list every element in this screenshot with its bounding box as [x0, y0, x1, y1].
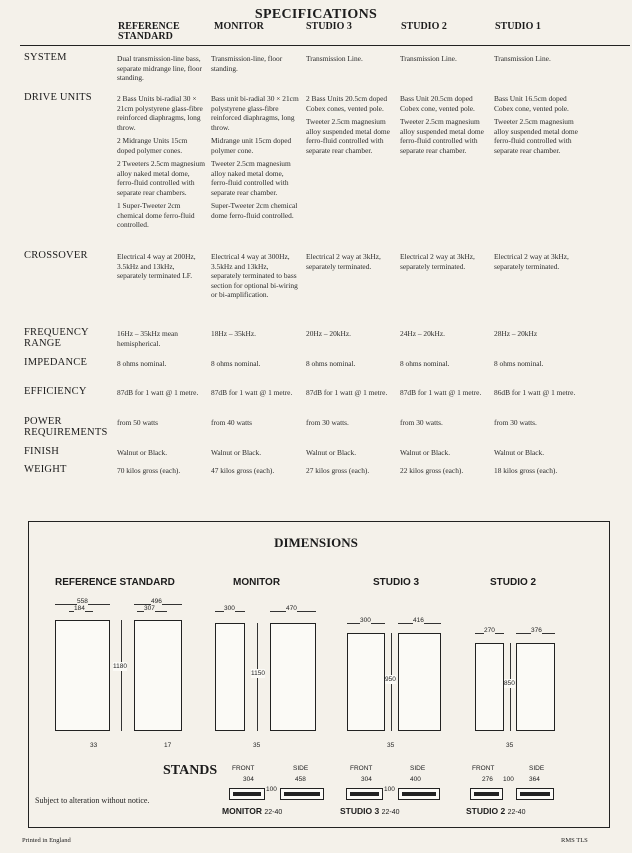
stand-studio3-model: STUDIO 3 — [340, 806, 380, 816]
ref-base-right: 17 — [164, 742, 172, 749]
spec-cell-text: Tweeter 2.5cm magnesium alloy naked metal dome, ferro-fluid controlled with separate rear chamber. — [211, 159, 291, 197]
spec-cell-text: 18 kilos gross (each). — [494, 466, 558, 475]
stand-monitor-label — [222, 806, 282, 816]
dimensions-title: DIMENSIONS — [274, 535, 358, 550]
stand-side-label: SIDE — [293, 765, 309, 772]
spec-cell-text: 8 ohms nominal. — [494, 359, 544, 368]
s2-side-width: 376 — [531, 627, 542, 634]
spec-cell — [494, 94, 582, 159]
s3-side-width: 416 — [413, 617, 424, 624]
stand-studio3-side-outline — [398, 788, 440, 800]
document-code: RMS TLS — [561, 837, 588, 844]
stand-monitor-side-outline — [280, 788, 324, 800]
ref-front-inner: 184 — [74, 605, 85, 612]
dim-model-reference: REFERENCE STANDARD — [55, 577, 175, 588]
s2-side-outline — [516, 643, 555, 731]
mon-side-outline — [270, 623, 316, 731]
ref-front-width: 558 — [77, 598, 88, 605]
s3-side-outline — [398, 633, 441, 731]
s3-base: 35 — [387, 742, 395, 749]
header-rule — [20, 45, 630, 46]
spec-cell — [306, 448, 394, 462]
mon-front-outline — [215, 623, 245, 731]
spec-cell — [400, 54, 488, 68]
ref-side-inner: 307 — [144, 605, 155, 612]
stand-studio2-front: 276 — [482, 776, 493, 783]
s2-front-width: 270 — [484, 627, 495, 634]
spec-cell — [400, 448, 488, 462]
column-header-reference: REFERENCE STANDARD — [118, 21, 180, 42]
spec-cell-text: 1 Super-Tweeter 2cm chemical dome ferro-fluid controlled. — [117, 201, 195, 229]
spec-cell-text: Electrical 2 way at 3kHz, separately terminated. — [494, 252, 569, 271]
dim-model-studio2: STUDIO 2 — [490, 577, 537, 588]
stand-studio2-range: 22-40 — [507, 809, 526, 816]
stand-studio3-label — [340, 806, 399, 816]
spec-cell-text: 28Hz – 20kHz — [494, 329, 538, 338]
ref-height: 1180 — [113, 663, 127, 670]
spec-cell-text: Walnut or Black. — [211, 448, 262, 457]
row-label: EFFICIENCY — [24, 386, 87, 397]
row-label: POWER REQUIREMENTS — [24, 416, 108, 438]
stand-studio2-gap: 100 — [503, 776, 514, 783]
spec-cell — [494, 448, 582, 462]
row-label: FREQUENCY RANGE — [24, 327, 89, 349]
spec-cell-text: Walnut or Black. — [306, 448, 357, 457]
spec-cell — [117, 418, 205, 432]
stand-studio3-front-outline — [346, 788, 383, 800]
spec-cell-text: 70 kilos gross (each). — [117, 466, 181, 475]
spec-cell-text: 87dB for 1 watt @ 1 metre. — [306, 388, 388, 397]
stand-studio3-side: 400 — [410, 776, 421, 783]
stand-studio2-side-outline — [516, 788, 554, 800]
spec-cell-text: Bass unit bi-radial 30 × 21cm polystyrene glass-fibre reinforced diaphragms, long throw. — [211, 94, 299, 132]
spec-cell — [494, 418, 582, 432]
spec-cell-text: from 30 watts. — [494, 418, 537, 427]
row-label: DRIVE UNITS — [24, 92, 92, 103]
ref-height-line — [121, 620, 122, 731]
spec-cell-text: 16Hz – 35kHz mean hemispherical. — [117, 329, 178, 348]
printed-in: Printed in England — [22, 837, 71, 844]
spec-cell-text: 8 ohms nominal. — [306, 359, 356, 368]
spec-cell-text: from 30 watts. — [306, 418, 349, 427]
spec-cell-text: 8 ohms nominal. — [211, 359, 261, 368]
spec-cell-text: 47 kilos gross (each). — [211, 466, 275, 475]
s2-front-outline — [475, 643, 504, 731]
spec-cell — [494, 54, 582, 68]
s2-height: 850 — [504, 680, 515, 687]
stand-studio2-model: STUDIO 2 — [466, 806, 506, 816]
spec-cell-text: Midrange unit 15cm doped polymer cone. — [211, 136, 292, 155]
spec-cell-text: Electrical 4 way at 300Hz, 3.5kHz and 13kHz, separately terminated to bass section for optional bi-wiring or bi-amplification. — [211, 252, 298, 299]
spec-cell — [494, 359, 582, 373]
spec-cell-text: Electrical 2 way at 3kHz, separately terminated. — [306, 252, 381, 271]
spec-cell — [400, 466, 488, 480]
stand-studio3-front: 304 — [361, 776, 372, 783]
spec-cell — [211, 448, 299, 462]
stand-front-label: FRONT — [350, 765, 373, 772]
spec-cell-text: 22 kilos gross (each). — [400, 466, 464, 475]
spec-cell — [400, 252, 488, 275]
spec-cell — [400, 359, 488, 373]
spec-cell — [400, 388, 488, 402]
spec-cell — [211, 329, 299, 343]
spec-cell — [306, 418, 394, 432]
stand-monitor-range: 22-40 — [264, 809, 283, 816]
spec-cell-text: 87dB for 1 watt @ 1 metre. — [117, 388, 199, 397]
spec-cell — [400, 94, 488, 159]
spec-cell — [117, 94, 205, 234]
stand-side-label: SIDE — [529, 765, 545, 772]
spec-cell — [117, 54, 205, 87]
s3-front-width: 300 — [360, 617, 371, 624]
spec-cell-text: Electrical 4 way at 200Hz, 3.5kHz and 13kHz, separately terminated LF. — [117, 252, 196, 280]
spec-cell-text: 87dB for 1 watt @ 1 metre. — [211, 388, 293, 397]
column-header-studio1: STUDIO 1 — [495, 21, 541, 32]
row-label: WEIGHT — [24, 464, 67, 475]
s3-height: 950 — [385, 676, 396, 683]
spec-cell-text: 8 ohms nominal. — [400, 359, 450, 368]
spec-cell — [117, 388, 205, 402]
spec-cell — [211, 54, 299, 77]
spec-cell-text: Walnut or Black. — [400, 448, 451, 457]
stand-side-label: SIDE — [410, 765, 426, 772]
spec-cell — [306, 388, 394, 402]
page-title: SPECIFICATIONS — [254, 7, 378, 22]
stand-studio2-front-outline — [470, 788, 503, 800]
column-header-monitor: MONITOR — [214, 21, 264, 32]
row-label: CROSSOVER — [24, 250, 88, 261]
spec-cell-text: from 50 watts — [117, 418, 159, 427]
spec-cell-text: 2 Midrange Units 15cm doped polymer cones. — [117, 136, 188, 155]
spec-cell-text: Tweeter 2.5cm magnesium alloy suspended metal dome ferro-fluid controlled with separate rear chamber. — [306, 117, 390, 155]
stand-studio2-label — [466, 806, 525, 816]
stand-monitor-front: 304 — [243, 776, 254, 783]
spec-cell-text: Dual transmission-line bass, separate midrange line, floor standing. — [117, 54, 202, 82]
column-header-studio2: STUDIO 2 — [401, 21, 447, 32]
spec-cell — [211, 466, 299, 480]
spec-cell — [306, 252, 394, 275]
spec-cell — [494, 252, 582, 275]
stand-monitor-side: 458 — [295, 776, 306, 783]
spec-cell — [211, 94, 299, 224]
stand-studio3-range: 22-40 — [381, 809, 400, 816]
stands-label: STANDS — [163, 763, 218, 778]
spec-cell-text: Walnut or Black. — [117, 448, 168, 457]
spec-cell-text: 8 ohms nominal. — [117, 359, 167, 368]
stand-monitor-front-outline — [229, 788, 265, 800]
spec-cell-text: Transmission Line. — [306, 54, 363, 63]
stand-monitor-model: MONITOR — [222, 806, 262, 816]
s3-front-outline — [347, 633, 385, 731]
mon-front-width: 300 — [224, 605, 235, 612]
spec-cell-text: Tweeter 2.5cm magnesium alloy suspended metal dome ferro-fluid controlled with separate rear chamber. — [494, 117, 578, 155]
stand-studio3-gap: 100 — [384, 786, 395, 793]
spec-cell-text: Walnut or Black. — [494, 448, 545, 457]
ref-base-left: 33 — [90, 742, 98, 749]
spec-cell — [211, 418, 299, 432]
mon-height: 1150 — [251, 670, 265, 677]
s2-base: 35 — [506, 742, 514, 749]
spec-cell-text: Bass Unit 16.5cm doped Cobex cone, vented pole. — [494, 94, 569, 113]
spec-cell-text: Transmission-line, floor standing. — [211, 54, 283, 73]
spec-cell — [306, 54, 394, 68]
spec-cell-text: Bass Unit 20.5cm doped Cobex cone, vented pole. — [400, 94, 475, 113]
spec-cell-text: 18Hz – 35kHz. — [211, 329, 256, 338]
stand-front-label: FRONT — [472, 765, 495, 772]
spec-cell-text: 2 Tweeters 2.5cm magnesium alloy naked metal dome, ferro-fluid controlled with separate rear chambers. — [117, 159, 206, 197]
spec-cell-text: from 40 watts — [211, 418, 253, 427]
spec-cell-text: 24Hz – 20kHz. — [400, 329, 445, 338]
stand-monitor-gap: 100 — [266, 786, 277, 793]
spec-cell — [117, 359, 205, 373]
row-label: IMPEDANCE — [24, 357, 88, 368]
spec-cell-text: 86dB for 1 watt @ 1 metre. — [494, 388, 576, 397]
row-label: FINISH — [24, 446, 60, 457]
spec-cell — [494, 329, 582, 343]
spec-cell — [494, 466, 582, 480]
spec-cell — [306, 94, 394, 159]
ref-front-outline — [55, 620, 110, 731]
stand-studio2-side: 364 — [529, 776, 540, 783]
spec-cell-text: 2 Bass Units 20.5cm doped Cobex cones, vented pole. — [306, 94, 388, 113]
spec-cell-text: 20Hz – 20kHz. — [306, 329, 351, 338]
mon-side-width: 470 — [286, 605, 297, 612]
dim-model-monitor: MONITOR — [233, 577, 281, 588]
row-label: SYSTEM — [24, 52, 67, 63]
spec-cell — [117, 448, 205, 462]
mon-base: 35 — [253, 742, 261, 749]
spec-cell-text: 87dB for 1 watt @ 1 metre. — [400, 388, 482, 397]
spec-cell — [117, 252, 205, 285]
alteration-notice: Subject to alteration without notice. — [35, 796, 150, 805]
spec-cell-text: Tweeter 2.5cm magnesium alloy suspended metal dome ferro-fluid controlled with separate rear chamber. — [400, 117, 484, 155]
spec-cell — [400, 329, 488, 343]
spec-cell-text: Transmission Line. — [494, 54, 551, 63]
spec-cell — [306, 359, 394, 373]
spec-cell-text: Transmission Line. — [400, 54, 457, 63]
spec-cell-text: 27 kilos gross (each). — [306, 466, 370, 475]
spec-cell — [211, 252, 299, 304]
spec-cell — [211, 359, 299, 373]
spec-cell — [117, 466, 205, 480]
spec-cell-text: Electrical 2 way at 3kHz, separately terminated. — [400, 252, 475, 271]
dim-model-studio3: STUDIO 3 — [373, 577, 420, 588]
stand-front-label: FRONT — [232, 765, 255, 772]
spec-cell — [211, 388, 299, 402]
spec-cell — [117, 329, 205, 352]
ref-side-outline — [134, 620, 182, 731]
spec-cell — [306, 466, 394, 480]
spec-cell-text: from 30 watts. — [400, 418, 443, 427]
spec-cell-text: 2 Bass Units bi-radial 30 × 21cm polystyrene glass-fibre reinforced diaphragms, long throw. — [117, 94, 203, 132]
spec-cell — [400, 418, 488, 432]
ref-side-width: 496 — [151, 598, 162, 605]
column-header-studio3: STUDIO 3 — [306, 21, 352, 32]
spec-cell — [306, 329, 394, 343]
spec-cell — [494, 388, 582, 402]
spec-cell-text: Super-Tweeter 2cm chemical dome ferro-fluid controlled. — [211, 201, 298, 220]
